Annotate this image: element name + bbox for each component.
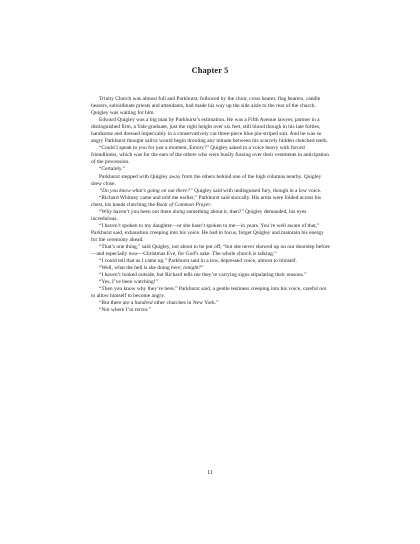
- italic-text-segment: now: [128, 251, 138, 258]
- body-paragraph: [91, 244, 331, 258]
- text-segment: “I haven’t looked outside, but Richard tells me they’re carrying signs stipulating their reasons.”: [99, 272, 307, 279]
- body-paragraph: [91, 174, 331, 188]
- text-segment: something about it, then?” Quigley demanded, his eyes incredulous.: [91, 208, 307, 222]
- text-segment: “I could tell that as I came up,” Parkhurst said in a low, depressed voice, almost to himself.: [99, 258, 297, 265]
- italic-text-segment: hundred: [134, 300, 153, 307]
- text-segment: Quigley said with undisguised fury, though in a low voice.: [192, 187, 322, 194]
- body-paragraph: [91, 117, 331, 145]
- text-segment: “Yes, I’ve been watching!”: [99, 279, 158, 286]
- text-segment: Parkhurst stepped with Quigley away from the others behind one of the high columns nearby. Quigley drew close.: [91, 173, 322, 187]
- body-paragraph: [91, 223, 331, 244]
- body-paragraph: [91, 145, 331, 166]
- body-paragraph: [91, 286, 331, 300]
- text-segment: ?”: [198, 265, 204, 272]
- body-paragraph: [91, 188, 331, 195]
- text-segment: “I haven’t spoken to my daughter—or she hasn’t spoken to me—in years. You’re well aware of that,” Parkhurst said, exhaustion creeping into his voice. He had to focus, forget Quigley and maintain his energy for the ceremony ahead.: [91, 222, 324, 243]
- text-segment: “Certainly.”: [99, 166, 126, 173]
- text-segment: “Could I speak to you for just a moment, Emory?” Quigley asked in a voice heavy with forced friendliness, which was for the ears of the others who were busily fussing over their vestments in anticipation of the procession.: [91, 145, 329, 166]
- page-number: 11: [207, 470, 213, 476]
- text-segment: “Richard Whitney came and told me earlier,” Parkhurst said stoically. His arms were folded across his chest, his hands clutching the: [91, 194, 322, 208]
- body-paragraph: [91, 209, 331, 223]
- italic-text-segment: “Do you know what’s going on out there?”: [99, 187, 193, 194]
- italic-text-segment: Book of Common Prayer: [156, 201, 211, 208]
- body-paragraph: [91, 307, 331, 314]
- italic-text-segment: here, tonight: [171, 265, 199, 272]
- text-segment: “That’s one thing,” said Quigley, not about to be put off, “but she never showed up on our doorstep before—and especially: [91, 243, 330, 258]
- chapter-title: Chapter 5: [191, 66, 229, 75]
- text-segment: Edward Quigley was a big man by Parkhurst’s estimation. He was a Fifth Avenue lawyer, partner in a distinguished firm, a Yale graduate, just the right height over six feet, still blond though in his late forties, handsome and dressed impeccably in a conservatively cut three-piece blue pin-striped suit. And he was so angry Parkhurst thought saliva would begin drooling any minute between his scarcely hidden clenched teeth.: [91, 117, 328, 145]
- body-paragraph: [91, 96, 331, 117]
- chapter-body: [91, 96, 331, 314]
- italic-text-segment: doing: [172, 208, 185, 215]
- text-segment: other churches in New York.”: [152, 300, 219, 307]
- body-paragraph: [91, 166, 331, 173]
- body-paragraph: [91, 195, 331, 209]
- text-segment: “Well, what the hell is she doing: [99, 265, 172, 272]
- text-segment: “Why haven’t you been out there: [99, 208, 173, 215]
- text-segment: “But there are a: [99, 300, 135, 307]
- text-segment: “Not where I’m rector.”: [99, 307, 151, 314]
- text-segment: “Then you know why they’re here,” Parkhurst said, a gentle testiness creeping into his voice, careful not to allow himself to become angry.: [91, 286, 327, 300]
- text-segment: .: [210, 201, 212, 208]
- text-segment: —Christmas Eve, for God’s sake. The whole church is talking.”: [137, 251, 277, 258]
- text-segment: Trinity Church was almost full and Parkhurst, followed by the choir, cross bearer, flag bearers, candle bearers, subordinate priests and attendants, had made his way up the side aisle to the rear of the church. Quigley was waiting for him.: [91, 96, 321, 117]
